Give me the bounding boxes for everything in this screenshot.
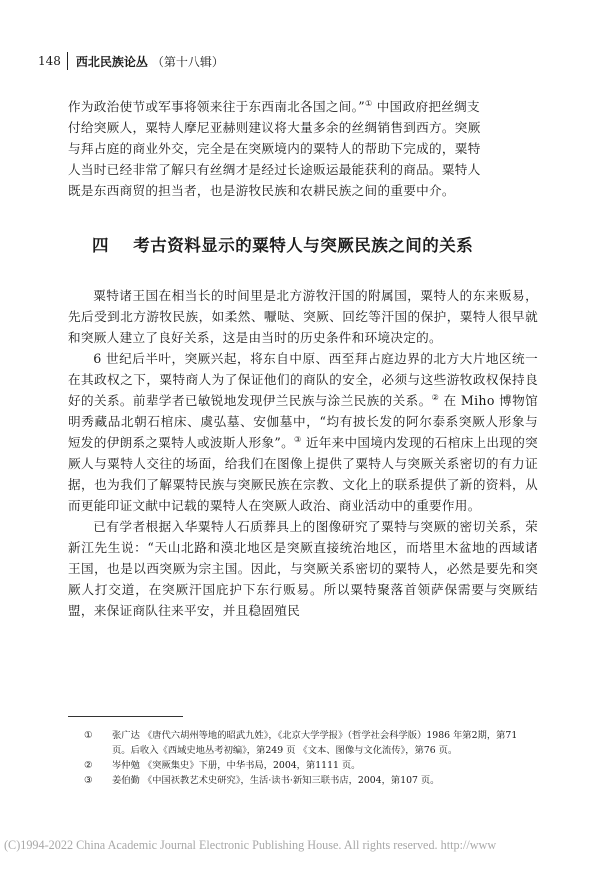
paragraph-line: 既是东西商贸的担当者，也是游牧民族和农耕民族之间的重要中介。 [68,183,455,198]
footnotes [68,728,538,788]
paragraph: 已有学者根据入华粟特人石质葬具上的图像研究了粟特与突厥的密切关系，荣新江先生说：“天山北路和漠北地区是突厥直接统治地区，而塔里木盆地的西域诸王国，也是以西突厥为宗主国。因此，与突厥关系密切的粟特人，必然是要先和突厥人打交道，在突厥汗国庇护下东行贩易。所以粟特聚落首领萨保需要与突厥结盟，来保证商队往来平安，并且稳固殖民 [68,519,538,618]
paragraph-line: 与拜占庭的商业外交，完全是在突厥境内的粟特人的帮助下完成的，粟特 [68,141,481,156]
paragraph-line: 作为政治使节或军事将领来往于东西南北各国之间。”① 中国政府把丝绸支 [68,98,480,114]
footnote-rule [68,716,183,717]
journal-title: 西北民族论丛 [75,54,148,69]
main-text [68,285,538,621]
header-divider [67,52,68,70]
top-paragraph [68,96,538,201]
footnote-ref[interactable]: ③ [294,434,302,444]
page-number: 148 [38,54,61,68]
paragraph-line: 付给突厥人，粟特人摩尼亚赫则建议将大量多余的丝绸销售到西方。突厥 [68,120,481,135]
copyright-watermark: (C)1994-2022 China Academic Journal Electronic Publishing House. All rights reserved. http://www [4,838,497,852]
section-heading [92,232,473,256]
footnote [68,728,538,758]
footnote-text: 岑仲勉 《突厥集史》下册，中华书局，2004，第1111 页。 [112,760,361,771]
footnote-text: 姜伯勤 《中国祆教艺术史研究》，生活·读书·新知三联书店，2004，第107 页。 [112,775,440,786]
footnote-text: 张广达 《唐代六胡州等地的昭武九姓》，《北京大学学报》（哲学社会科学版）1986 年第2期，第71 页。后收入《西域史地丛考初编》，第249 页 《文本、图像与文化流传》，第76 页。 [112,730,518,756]
footnote [68,758,538,773]
paragraph: 粟特诸王国在相当长的时间里是北方游牧汗国的附属国，粟特人的东来贩易，先后受到北方游牧民族，如柔然、嚈哒、突厥、回纥等汗国的保护，粟特人很早就和突厥人建立了良好关系，这是由当时的历史条件和环境决定的。 [68,288,538,345]
footnote-mark: ① [84,730,93,741]
footnote-ref[interactable]: ① [365,98,373,108]
running-header [38,52,224,70]
footnote [68,773,538,788]
footnote-ref[interactable]: ② [431,392,440,402]
paragraph: 6 世纪后半叶，突厥兴起，将东自中原、西至拜占庭边界的北方大片地区统一在其政权之下，粟特商人为了保证他们的商队的安全，必须与这些游牧政权保持良好的关系。前辈学者已敏锐地发现伊兰民族与涂兰民族的关系。② 在 Miho 博物馆明秀藏品北朝石棺床、虞弘墓、安伽墓中，“均有披长发的阿尔泰系突厥人形象与短发的伊朗系之粟特人或波斯人形象”。③ 近年来中国境内发现的石棺床上出现的突厥人与粟特人交往的场面，给我们在图像上提供了粟特人与突厥关系密切的有力证据，也为我们了解粟特民族与突厥民族在宗教、文化上的联系提供了新的资料，从而更能印证文献中记载的粟特人在突厥人政治、商业活动中的重要作用。 [68,351,538,513]
issue-label: （第十八辑） [151,54,224,69]
section-title: 考古资料显示的粟特人与突厥民族之间的关系 [133,236,474,255]
footnote-mark: ③ [84,775,93,786]
paragraph-line: 人当时已经非常了解只有丝绸才是经过长途贩运最能获利的商品。粟特人 [68,162,481,177]
section-number: 四 [92,236,109,255]
footnote-mark: ② [84,760,93,771]
